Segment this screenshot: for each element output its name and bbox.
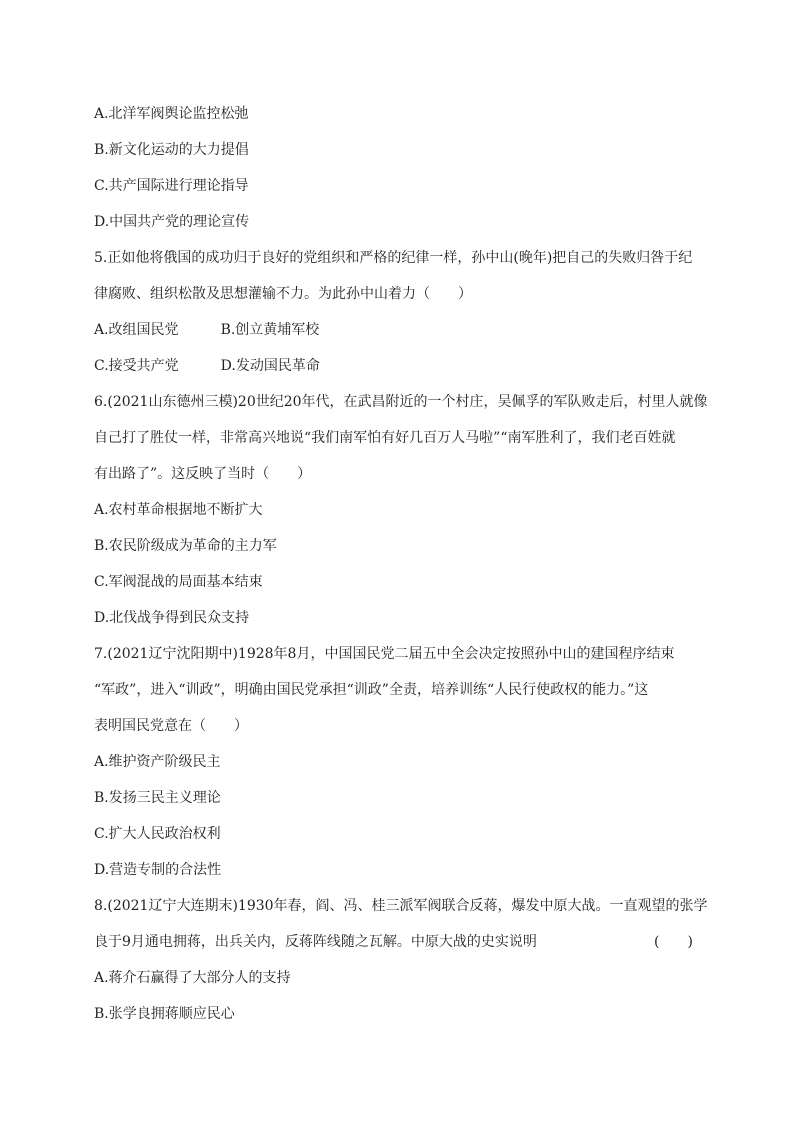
q8-option-a: A.蒋介石赢得了大部分人的支持 <box>94 970 291 986</box>
q5-stem-line-2: 律腐败、组织松散及思想灌输不力。为此孙中山着力（ ） <box>94 286 472 302</box>
q6-option-b: B.农民阶级成为革命的主力军 <box>94 538 277 554</box>
q6-option-a: A.农村革命根据地不断扩大 <box>94 502 263 518</box>
q6-option-c: C.军阀混战的局面基本结束 <box>94 574 263 590</box>
q4-option-d: D.中国共产党的理论宣传 <box>94 214 250 230</box>
q7-option-a: A.维护资产阶级民主 <box>94 754 221 770</box>
q7-option-c: C.扩大人民政治权利 <box>94 826 221 842</box>
q5-option-c: C.接受共产党 <box>94 358 179 374</box>
q7-stem-line-1: 7.(2021辽宁沈阳期中)1928年8月，中国国民党二届五中全会决定按照孙中山的建国程序结束 <box>94 646 675 662</box>
q5-options-row-1 <box>94 320 319 340</box>
q6-option-d: D.北伐战争得到民众支持 <box>94 610 250 626</box>
q7-option-d: D.营造专制的合法性 <box>94 862 222 878</box>
q6-stem-line-1: 6.(2021山东德州三模)20世纪20年代，在武昌附近的一个村庄，吴佩孚的军队败走后，村里人就像 <box>94 394 708 410</box>
q7-stem-line-2: “军政”，进入“训政”，明确由国民党承担“训政”全责，培养训练“人民行使政权的能力。”这 <box>94 682 649 698</box>
q4-option-c: C.共产国际进行理论指导 <box>94 178 249 194</box>
q7-option-b: B.发扬三民主义理论 <box>94 790 221 806</box>
q5-option-a: A.改组国民党 <box>94 322 179 338</box>
q5-option-b: B.创立黄埔军校 <box>220 322 320 338</box>
q8-stem-line-1: 8.(2021辽宁大连期末)1930年春，阎、冯、桂三派军阀联合反蒋，爆发中原大战。一直观望的张学 <box>94 898 708 914</box>
q8-option-b: B.张学良拥蒋顺应民心 <box>94 1006 235 1022</box>
q8-stem-line-2: 良于9月通电拥蒋，出兵关内，反蒋阵线随之瓦解。中原大战的史实说明 <box>94 934 537 950</box>
q5-option-d: D.发动国民革命 <box>220 358 320 374</box>
q6-stem-line-3: 有出路了”。这反映了当时（ ） <box>94 466 312 482</box>
q4-option-a: A.北洋军阀舆论监控松弛 <box>94 106 249 122</box>
q6-stem-line-2: 自己打了胜仗一样，非常高兴地说“我们南军怕有好几百万人马啦”“南军胜利了，我们老百姓就 <box>94 430 676 446</box>
q8-answer-paren: ( ) <box>654 934 693 950</box>
q4-option-b: B.新文化运动的大力提倡 <box>94 142 249 158</box>
q5-stem-line-1: 5.正如他将俄国的成功归于良好的党组织和严格的纪律一样，孙中山(晚年)把自己的失败归咎于纪 <box>94 250 693 266</box>
q5-options-row-2 <box>94 356 320 376</box>
q7-stem-line-3: 表明国民党意在（ ） <box>94 718 248 734</box>
